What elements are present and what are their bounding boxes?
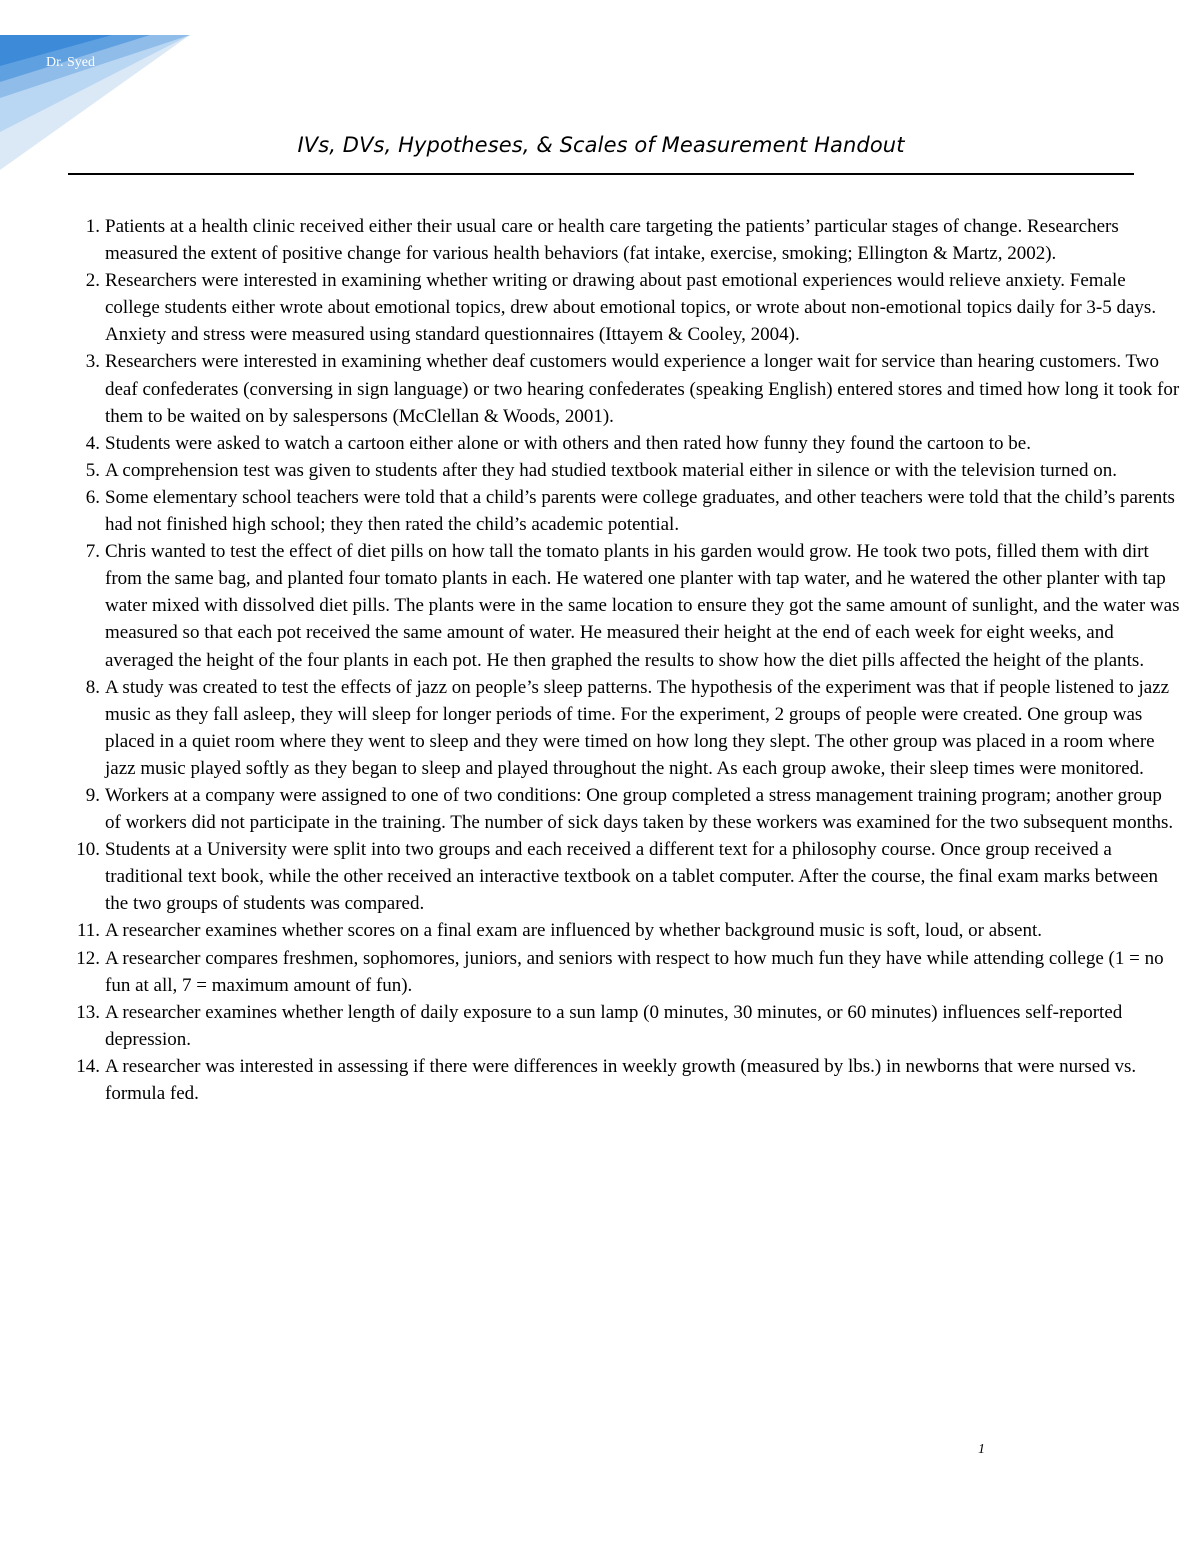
list-item: [60, 945, 1182, 999]
list-item-number: 13.: [76, 1001, 100, 1023]
list-item-text: Researchers were interested in examining whether writing or drawing about past emotional experiences would relieve anxiety. Female college students either wrote about emotional topics, drew about emotional topics, or wrote about non-emotional topics daily for 3-5 days. Anxiety and stress were measured using standard questionnaires (Ittayem & Cooley, 2004).: [105, 270, 1157, 346]
list-item-number: 7.: [85, 541, 100, 563]
list-item-text: Students at a University were split into two groups and each received a different text for a philosophy course. Once group received a traditional text book, while the other received an interactive textbook on a tablet computer. After the course, the final exam marks between the two groups of students was compared.: [105, 839, 1159, 915]
page-title: IVs, DVs, Hypotheses, & Scales of Measurement Handout: [297, 133, 905, 157]
list-item-number: 12.: [76, 947, 100, 969]
list-item: [60, 457, 1182, 484]
list-item: [60, 999, 1182, 1053]
list-item: [60, 782, 1182, 836]
list-item-number: 11.: [76, 920, 100, 942]
list-item-number: 5.: [85, 459, 100, 481]
list-item-number: 3.: [85, 351, 100, 373]
list-item-number: 8.: [85, 676, 100, 698]
list-item-text: Researchers were interested in examining whether deaf customers would experience a longer wait for service than hearing customers. Two deaf confederates (conversing in sign language) or two hearing confederates (speaking English) entered stores and timed how long it took for them to be waited on by salespersons (McClellan & Woods, 2001).: [105, 351, 1180, 427]
list-item-text: A study was created to test the effects of jazz on people’s sleep patterns. The hypothesis of the experiment was that if people listened to jazz music as they fall asleep, they will sleep for longer periods of time. For the experiment, 2 groups of people were created. One group was placed in a quiet room where they went to sleep and they were timed on how long they slept. The other group was placed in a room where jazz music played softly as they began to sleep and played throughout the night. As each group awoke, their sleep times were monitored.: [105, 676, 1170, 779]
list-item: [60, 917, 1182, 944]
list-item-text: Patients at a health clinic received either their usual care or health care targeting the patients’ particular stages of change. Researchers measured the extent of positive change for various health behaviors (fat intake, exercise, smoking; Ellington & Martz, 2002).: [105, 216, 1119, 265]
list-item-text: A researcher was interested in assessing if there were differences in weekly growth (measured by lbs.) in newborns that were nursed vs. formula fed.: [105, 1055, 1137, 1104]
list-item-text: A researcher examines whether scores on a final exam are influenced by whether background music is soft, loud, or absent.: [105, 920, 1043, 942]
list-item-number: 4.: [85, 432, 100, 454]
list-item-text: A comprehension test was given to students after they had studied textbook material either in silence or with the television turned on.: [105, 459, 1118, 481]
list-item-number: 10.: [76, 839, 100, 861]
author-label: Dr. Syed: [46, 55, 95, 70]
page-number: 1: [978, 1442, 985, 1457]
list-item: [60, 1053, 1182, 1107]
list-item: [60, 213, 1182, 267]
list-item: [60, 538, 1182, 673]
list-item: [60, 674, 1182, 782]
list-item-number: 1.: [85, 216, 100, 237]
list-item-text: A researcher compares freshmen, sophomores, juniors, and seniors with respect to how much fun they have while attending college (1 = no fun at all, 7 = maximum amount of fun).: [105, 947, 1164, 996]
list-item-number: 6.: [85, 486, 100, 508]
list-item: [60, 836, 1182, 917]
list-item: [60, 484, 1182, 538]
list-item: [60, 430, 1182, 457]
title-divider: [68, 173, 1134, 175]
list-item-number: 14.: [76, 1055, 100, 1077]
list-item-number: 2.: [85, 270, 100, 292]
list-item: [60, 348, 1182, 429]
question-list: [60, 213, 1182, 1107]
list-item-number: 9.: [85, 784, 100, 806]
list-item-text: Chris wanted to test the effect of diet pills on how tall the tomato plants in his garden would grow. He took two pots, filled them with dirt from the same bag, and planted four tomato plants in each. He watered one planter with tap water, and he watered the other planter with tap water mixed with dissolved diet pills. The plants were in the same location to ensure they got the same amount of sunlight, and the water was measured so that each pot received the same amount of water. He measured their height at the end of each week for eight weeks, and averaged the height of the four plants in each pot. He then graphed the results to show how the diet pills affected the height of the plants.: [105, 541, 1180, 671]
list-item: [60, 267, 1182, 348]
list-item-text: Some elementary school teachers were told that a child’s parents were college graduates, and other teachers were told that the child’s parents had not finished high school; they then rated the child’s academic potential.: [105, 486, 1175, 536]
list-item-text: Workers at a company were assigned to one of two conditions: One group completed a stress management training program; another group of workers did not participate in the training. The number of sick days taken by these workers was examined for the two subsequent months.: [105, 784, 1174, 834]
list-item-text: Students were asked to watch a cartoon either alone or with others and then rated how funny they found the cartoon to be.: [105, 432, 1031, 454]
list-item-text: A researcher examines whether length of daily exposure to a sun lamp (0 minutes, 30 minutes, or 60 minutes) influences self-reported depression.: [105, 1001, 1123, 1050]
